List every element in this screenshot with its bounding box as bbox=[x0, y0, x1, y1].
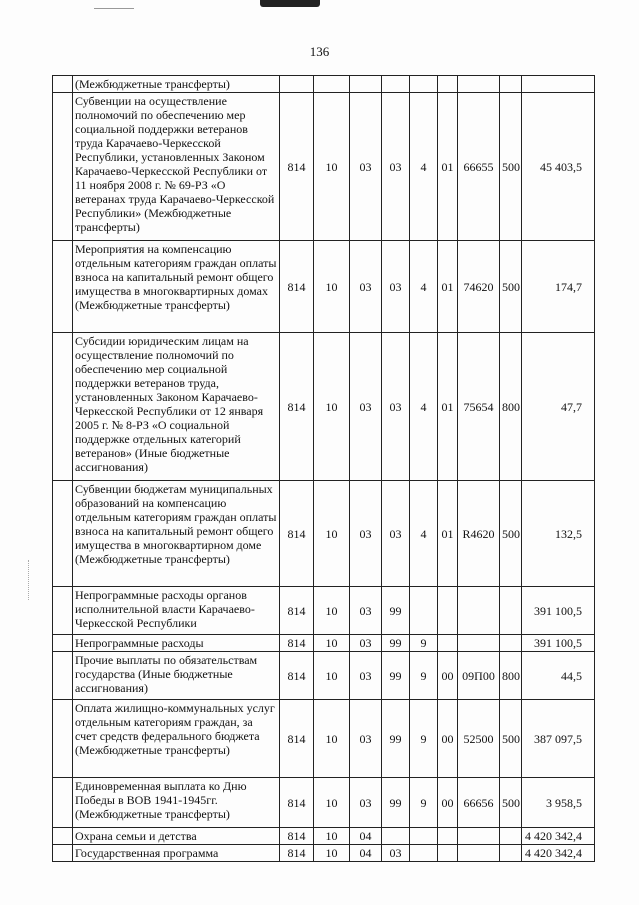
code-cell-cs1 bbox=[382, 76, 410, 93]
amount-cell: 387 097,5 bbox=[522, 700, 595, 778]
code-cell-cs2: 9 bbox=[410, 635, 438, 652]
code-cell-cs3 bbox=[438, 76, 458, 93]
code-cell-cs1: 99 bbox=[382, 652, 410, 700]
code-cell-vr: 800 bbox=[500, 652, 522, 700]
code-cell-cs2: 9 bbox=[410, 778, 438, 828]
amount-cell: 391 100,5 bbox=[522, 635, 595, 652]
code-cell-cs3 bbox=[438, 635, 458, 652]
code-cell-rz: 10 bbox=[314, 700, 350, 778]
code-cell-cs3 bbox=[438, 587, 458, 635]
table-row bbox=[53, 76, 595, 93]
budget-table bbox=[52, 75, 595, 862]
code-cell-cs1: 99 bbox=[382, 587, 410, 635]
code-cell-rz: 10 bbox=[314, 845, 350, 862]
code-cell-pr: 04 bbox=[350, 828, 382, 845]
code-cell-cs3: 00 bbox=[438, 652, 458, 700]
description-cell: Прочие выплаты по обязательствам государства (Иные бюджетные ассигнования) bbox=[73, 652, 280, 700]
description-cell: Непрограммные расходы bbox=[73, 635, 280, 652]
code-cell-pr: 03 bbox=[350, 587, 382, 635]
description-cell: Субсидии юридическим лицам на осуществление полномочий по обеспечению мер социальной поддержки ветеранов труда, установленных Законом Карачаево-Черкесской Республики от 12 января 2005 г. № 8-РЗ «О социальной поддержке отдельных категорий ветеранов» (Иные бюджетные ассигнования) bbox=[73, 333, 280, 481]
code-cell-cs4: 52500 bbox=[458, 700, 500, 778]
scan-artifact bbox=[260, 0, 320, 7]
amount-cell bbox=[522, 76, 595, 93]
code-cell-vr bbox=[500, 635, 522, 652]
code-cell-gr: 814 bbox=[280, 93, 314, 241]
description-cell: Государственная программа bbox=[73, 845, 280, 862]
code-cell-gr bbox=[280, 76, 314, 93]
code-cell-pr: 03 bbox=[350, 778, 382, 828]
scan-artifact-dots bbox=[28, 560, 31, 600]
code-cell-pr: 03 bbox=[350, 333, 382, 481]
description-cell: Мероприятия на компенсацию отдельным категориям граждан оплаты взноса на капитальный ремонт общего имущества в многоквартирных домах (Межбюджетные трансферты) bbox=[73, 241, 280, 333]
table-row bbox=[53, 778, 595, 828]
amount-cell: 4 420 342,4 bbox=[522, 845, 595, 862]
table-row bbox=[53, 241, 595, 333]
blank-cell bbox=[53, 241, 73, 333]
code-cell-gr: 814 bbox=[280, 481, 314, 587]
table-row bbox=[53, 635, 595, 652]
code-cell-vr bbox=[500, 587, 522, 635]
code-cell-pr: 03 bbox=[350, 481, 382, 587]
code-cell-cs3 bbox=[438, 828, 458, 845]
code-cell-cs3: 01 bbox=[438, 241, 458, 333]
code-cell-cs2 bbox=[410, 587, 438, 635]
blank-cell bbox=[53, 635, 73, 652]
table-row bbox=[53, 333, 595, 481]
blank-cell bbox=[53, 828, 73, 845]
code-cell-cs4: 09П00 bbox=[458, 652, 500, 700]
table-body bbox=[53, 76, 595, 862]
code-cell-gr: 814 bbox=[280, 333, 314, 481]
blank-cell bbox=[53, 845, 73, 862]
page-number: 136 bbox=[309, 44, 330, 59]
code-cell-rz: 10 bbox=[314, 587, 350, 635]
code-cell-gr: 814 bbox=[280, 778, 314, 828]
blank-cell bbox=[53, 333, 73, 481]
code-cell-cs3: 01 bbox=[438, 93, 458, 241]
code-cell-cs4: 75654 bbox=[458, 333, 500, 481]
code-cell-vr bbox=[500, 76, 522, 93]
blank-cell bbox=[53, 652, 73, 700]
amount-cell: 4 420 342,4 bbox=[522, 828, 595, 845]
code-cell-pr: 03 bbox=[350, 241, 382, 333]
code-cell-cs1: 03 bbox=[382, 333, 410, 481]
code-cell-cs3: 01 bbox=[438, 333, 458, 481]
code-cell-rz: 10 bbox=[314, 481, 350, 587]
blank-cell bbox=[53, 93, 73, 241]
table-row bbox=[53, 481, 595, 587]
code-cell-cs4: 74620 bbox=[458, 241, 500, 333]
code-cell-cs2: 4 bbox=[410, 241, 438, 333]
code-cell-vr: 500 bbox=[500, 481, 522, 587]
code-cell-cs2: 9 bbox=[410, 700, 438, 778]
description-cell: (Межбюджетные трансферты) bbox=[73, 76, 280, 93]
scan-artifact-dash bbox=[94, 8, 134, 9]
amount-cell: 3 958,5 bbox=[522, 778, 595, 828]
code-cell-cs3: 00 bbox=[438, 700, 458, 778]
code-cell-cs1: 99 bbox=[382, 635, 410, 652]
code-cell-pr: 03 bbox=[350, 652, 382, 700]
code-cell-cs4: 66655 bbox=[458, 93, 500, 241]
blank-cell bbox=[53, 700, 73, 778]
code-cell-cs1: 99 bbox=[382, 778, 410, 828]
table-row bbox=[53, 587, 595, 635]
code-cell-vr: 500 bbox=[500, 93, 522, 241]
table-row bbox=[53, 828, 595, 845]
table-row bbox=[53, 652, 595, 700]
code-cell-rz: 10 bbox=[314, 93, 350, 241]
code-cell-gr: 814 bbox=[280, 587, 314, 635]
code-cell-gr: 814 bbox=[280, 828, 314, 845]
code-cell-vr: 500 bbox=[500, 241, 522, 333]
code-cell-gr: 814 bbox=[280, 241, 314, 333]
description-cell: Оплата жилищно-коммунальных услуг отдельным категориям граждан, за счет средств федерального бюджета (Межбюджетные трансферты) bbox=[73, 700, 280, 778]
code-cell-cs1: 03 bbox=[382, 93, 410, 241]
code-cell-gr: 814 bbox=[280, 845, 314, 862]
code-cell-vr bbox=[500, 845, 522, 862]
code-cell-rz: 10 bbox=[314, 333, 350, 481]
amount-cell: 44,5 bbox=[522, 652, 595, 700]
code-cell-rz: 10 bbox=[314, 652, 350, 700]
code-cell-cs3 bbox=[438, 845, 458, 862]
code-cell-pr: 03 bbox=[350, 635, 382, 652]
table-row bbox=[53, 700, 595, 778]
code-cell-cs2: 4 bbox=[410, 333, 438, 481]
description-cell: Непрограммные расходы органов исполнительной власти Карачаево-Черкесской Республики bbox=[73, 587, 280, 635]
code-cell-gr: 814 bbox=[280, 652, 314, 700]
table-row bbox=[53, 93, 595, 241]
code-cell-cs4 bbox=[458, 635, 500, 652]
code-cell-vr: 500 bbox=[500, 700, 522, 778]
code-cell-cs3: 01 bbox=[438, 481, 458, 587]
code-cell-cs2 bbox=[410, 76, 438, 93]
description-cell: Охрана семьи и детства bbox=[73, 828, 280, 845]
table-row bbox=[53, 845, 595, 862]
code-cell-rz: 10 bbox=[314, 828, 350, 845]
code-cell-rz: 10 bbox=[314, 241, 350, 333]
amount-cell: 45 403,5 bbox=[522, 93, 595, 241]
description-cell: Единовременная выплата ко Дню Победы в ВОВ 1941-1945гг. (Межбюджетные трансферты) bbox=[73, 778, 280, 828]
code-cell-cs1: 03 bbox=[382, 845, 410, 862]
amount-cell: 391 100,5 bbox=[522, 587, 595, 635]
code-cell-cs4 bbox=[458, 828, 500, 845]
code-cell-cs1 bbox=[382, 828, 410, 845]
code-cell-pr bbox=[350, 76, 382, 93]
code-cell-cs4 bbox=[458, 845, 500, 862]
code-cell-pr: 03 bbox=[350, 93, 382, 241]
code-cell-cs4: R4620 bbox=[458, 481, 500, 587]
code-cell-cs2 bbox=[410, 828, 438, 845]
amount-cell: 132,5 bbox=[522, 481, 595, 587]
description-cell: Субвенции бюджетам муниципальных образований на компенсацию отдельным категориям граждан оплаты взноса на капитальный ремонт общего имущества в многоквартирном доме (Межбюджетные трансферты) bbox=[73, 481, 280, 587]
code-cell-cs2: 9 bbox=[410, 652, 438, 700]
code-cell-cs3: 00 bbox=[438, 778, 458, 828]
code-cell-rz: 10 bbox=[314, 778, 350, 828]
blank-cell bbox=[53, 481, 73, 587]
code-cell-cs4: 66656 bbox=[458, 778, 500, 828]
amount-cell: 174,7 bbox=[522, 241, 595, 333]
code-cell-cs2: 4 bbox=[410, 481, 438, 587]
code-cell-cs4 bbox=[458, 587, 500, 635]
code-cell-pr: 04 bbox=[350, 845, 382, 862]
blank-cell bbox=[53, 778, 73, 828]
description-cell: Субвенции на осуществление полномочий по обеспечению мер социальной поддержки ветеранов труда Карачаево-Черкесской Республики, установленных Законом Карачаево-Черкесской Республики от 11 ноября 2008 г. № 69-РЗ «О ветеранах труда Карачаево-Черкесской Республики» (Межбюджетные трансферты) bbox=[73, 93, 280, 241]
code-cell-cs1: 03 bbox=[382, 241, 410, 333]
code-cell-rz: 10 bbox=[314, 635, 350, 652]
code-cell-pr: 03 bbox=[350, 700, 382, 778]
code-cell-cs1: 99 bbox=[382, 700, 410, 778]
code-cell-gr: 814 bbox=[280, 635, 314, 652]
code-cell-cs1: 03 bbox=[382, 481, 410, 587]
code-cell-cs4 bbox=[458, 76, 500, 93]
amount-cell: 47,7 bbox=[522, 333, 595, 481]
blank-cell bbox=[53, 587, 73, 635]
code-cell-vr: 500 bbox=[500, 778, 522, 828]
code-cell-vr: 800 bbox=[500, 333, 522, 481]
code-cell-cs2 bbox=[410, 845, 438, 862]
code-cell-vr bbox=[500, 828, 522, 845]
code-cell-gr: 814 bbox=[280, 700, 314, 778]
code-cell-rz bbox=[314, 76, 350, 93]
code-cell-cs2: 4 bbox=[410, 93, 438, 241]
blank-cell bbox=[53, 76, 73, 93]
